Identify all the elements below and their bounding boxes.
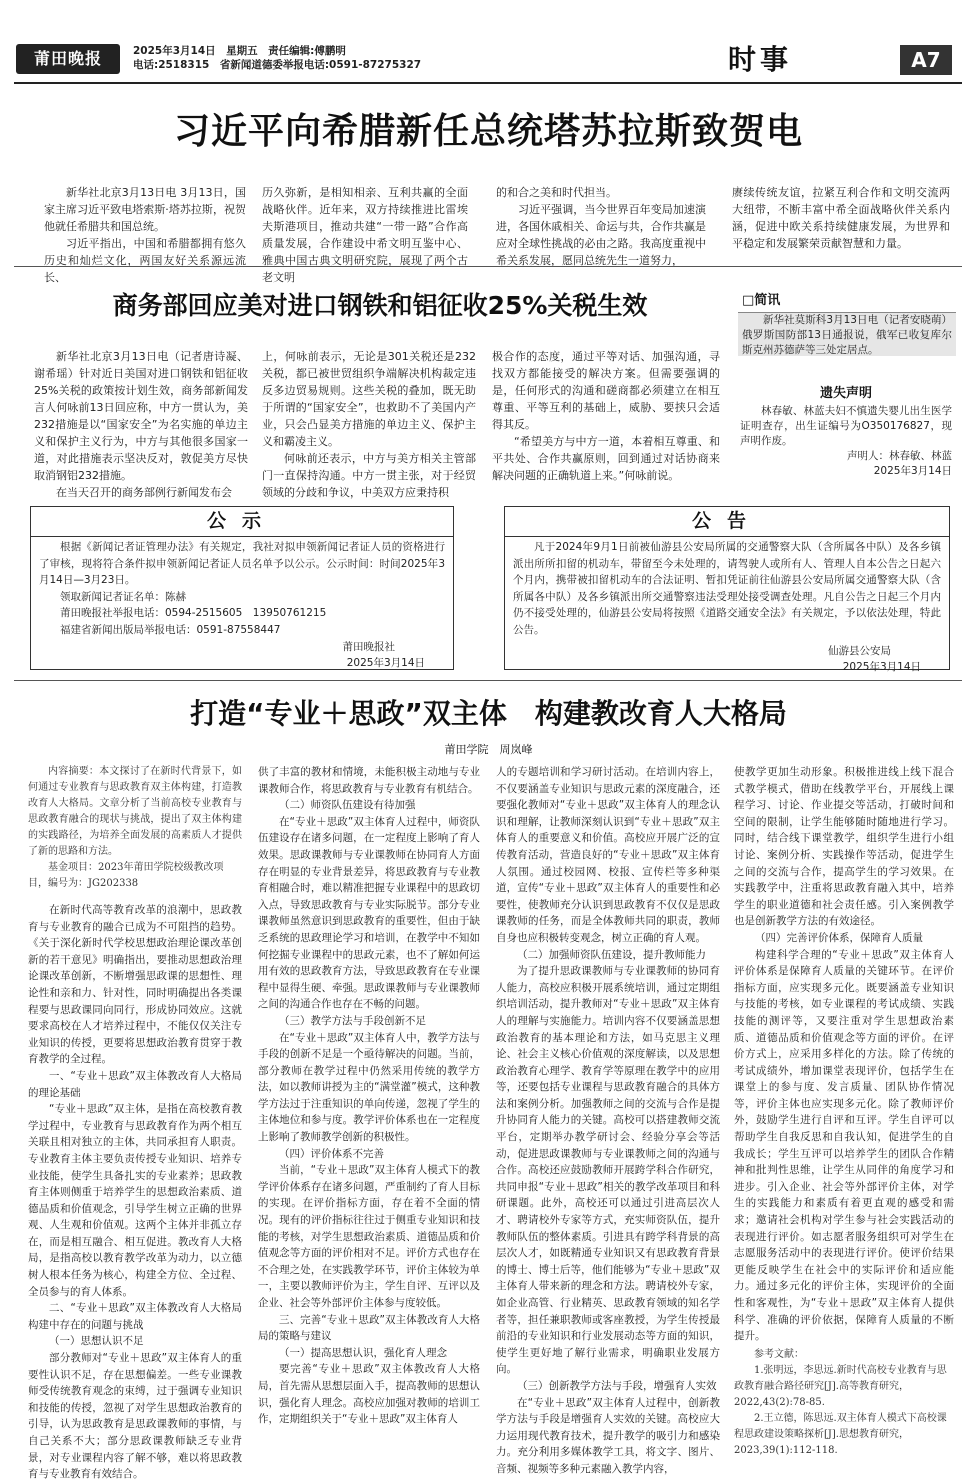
- paragraph: 为了提升思政课教师与专业课教师的协同育人能力，高校应积极开展系统培训，通过定期组织培训活动，提升教师对“专业＋思政”双主体育人的理解与实施能力。培训内容不仅要涵盖思想政治教育的基本理论和方法，如马克思主义理论、社会主义核心价值观的深度解读，以及思想政治教育心理学、教育学等原理在教学中的应用等，还要包括专业课程与思政教育融合的具体方法和案例分析。加强教师之间的交流与合作是提升协同育人能力的关键。高校可以搭建教师交流平台，定期举办教学研讨会、经验分享会等活动，促进思政课教师与专业课教师之间的沟通与合作。高校还应鼓励教师开展跨学科合作研究，共同申报“专业＋思政”相关的教学改革项目和科研课题。此外，高校还可以通过引进高层次人才、聘请校外专家等方式，充实师资队伍，提升教师队伍的整体素质。引进具有跨学科背景的高层次人才，如既精通专业知识又有思政教育背景的博士、博士后等，他们能够为“专业＋思政”双主体育人带来新的理念和方法。聘请校外专家，如企业高管、行业精英、思政教育领域的知名学者等，担任兼职教师或客座教授，为学生传授最前沿的专业知识和行业发展动态等方面的知识，使学生更好地了解行业需求，明确职业发展方向。: [496, 965, 720, 1376]
- header-rule: [14, 82, 962, 84]
- paragraph: 何咏前还表示，中方与美方相关主管部门一直保持沟通。中方一贯主张，对于经贸领域的分歧和争议，中美双方应秉持积: [262, 452, 476, 499]
- paragraph: 福建省新闻出版局举报电话：0591-87558447: [60, 623, 281, 636]
- paragraph: 新华社北京3月13日电（记者唐诗凝、谢希瑶）针对近日美国对进口钢铁和铝征收25%关税的政策按计划生效，商务部新闻发言人何咏前13日回应称，中方一贯认为，美232措施是以“国家安全”为名实施的单边主义和保护主义行为，中方与其他很多国家一道，对此措施表示坚决反对，敦促美方尽快取消钢铝232措施。: [34, 350, 248, 482]
- article2-column-1: [34, 348, 248, 499]
- public-notice-signer: 莆田晚报社: [342, 640, 395, 653]
- lost-notice-signer: 声明人：林春敏、林蓝: [847, 450, 952, 462]
- paragraph: 在新时代高等教育改革的浪潮中，思政教育与专业教育的融合已成为不可阻挡的趋势。《关于深化新时代学校思想政治理论课改革创新的若干意见》明确指出，要推动思想政治理论课改革创新，不断增强思政课的思想性、理论性和亲和力、针对性，同时明确提出各类课程要与思政课同向同行，形成协同效应。这就要求高校在人才培养过程中，不能仅仅关注专业知识的传授，更要将思想政治教育贯穿于教育教学的全过程。: [28, 904, 242, 1066]
- paragraph: 上，何咏前表示，无论是301关税还是232关税，都已被世贸组织争端解决机构裁定违反多边贸易规则。这些关税的叠加，既无助于所谓的“国家安全”，也救助不了美国内产业，只会凸显美方措施的单边主义、保护主义和霸凌主义。: [262, 350, 476, 448]
- subsection-heading: （四）完善评价体系，保障育人质量: [755, 931, 923, 944]
- lost-notice-text: 林春敏、林蓝夫妇不慎遗失婴儿出生医学证明查存，出生证编号为O350176827，现声明作废。: [740, 405, 952, 447]
- paragraph: 领取新闻记者证名单：陈赫: [60, 590, 186, 603]
- paragraph: 在“专业＋思政”双主体育人过程中，师资队伍建设存在诸多问题，在一定程度上影响了育人效果。思政课教师与专业课教师在协同育人方面存在明显的专业背景差异，将思政教育与专业教育相融合时，难以精准把握专业课程中的思政切入点，导致思政教育与专业实际脱节。部分专业课教师虽然意识到思政教育的重要性，但由于缺乏系统的思政理论学习和培训，在教学中不知如何挖掘专业课程中的思政元素，也不了解如何运用有效的思政教育方法，导致思政教育在专业课程中显得生硬、牵强。思政课教师与专业课教师之间的沟通合作也存在不畅的问题。: [258, 815, 480, 1011]
- article3-abstract: 内容摘要：本文探讨了在新时代背景下，如何通过专业教育与思政教育双主体构建，打造教改育人大格局。文章分析了当前高校专业教育与思政教育融合的现状与挑战，提出了双主体构建的实践路径，为培养全面发展的高素质人才提供了新的思路和方法。: [28, 766, 242, 857]
- paragraph: 凡于2024年9月1日前被仙游县公安局所属的交通警察大队（含所属各中队）及各乡镇派出所所扣留的机动车，带留至今未处理的，请驾驶人或所有人、管理人自本公告之日起六个月内，携带被扣留机动车的合法证明、暂扣凭证前往仙游县公安局所属交通警察大队（含所属各中队）及各乡镇派出所交通警察违法受理处接受调查处理。凡自公告之日起三个月内仍不接受处理的，仙游县公安局将按照《道路交通安全法》有关规定，予以依法处理，特此公告。: [513, 541, 941, 636]
- subsection-heading: （一）思想认识不足: [49, 1335, 144, 1348]
- divider: [14, 680, 962, 681]
- section-heading: 二、“专业＋思政”双主体教改育人大格局构建中存在的问题与挑战: [28, 1302, 242, 1331]
- public-notice-box: [30, 506, 454, 670]
- paragraph: 极合作的态度，通过平等对话、加强沟通，寻找双方都能接受的解决方案。但需要强调的是，任何形式的沟通和磋商都必须建立在相互尊重、平等互利的基础上，威胁、要挟只会适得其反。: [492, 350, 720, 431]
- lost-notice-date: 2025年3月14日: [873, 465, 952, 477]
- article3-column-4: [734, 764, 954, 1456]
- brief-box: [738, 290, 956, 356]
- header-phone-line: 电话:2518315 省新闻道德委举报电话:0591-87275327: [133, 59, 422, 71]
- article3-column-3: [496, 764, 720, 1475]
- brief-title: □简讯: [738, 290, 956, 313]
- paragraph: 习近平指出，中国和希腊都拥有悠久历史和灿烂文化，两国友好关系源远流长、: [44, 237, 246, 284]
- subsection-heading: （四）评价体系不完善: [279, 1147, 384, 1160]
- paragraph: 供了丰富的教材和情境，未能积极主动地与专业课教师合作，将思政教育与专业教育有机结合。: [258, 766, 480, 795]
- reference-item: 2.王立德，陈思远.双主体育人模式下高校课程思政建设策略探析[J].思想教育研究，2023,39(1):112-118.: [734, 1412, 947, 1456]
- page-number: A7: [900, 45, 952, 75]
- section-heading: 三、完善“专业＋思政”双主体教改育人大格局的策略与建议: [258, 1313, 480, 1343]
- article1-column-2: [262, 184, 468, 284]
- lost-notice: [740, 384, 952, 488]
- subsection-heading: （三）创新教学方法与手段，增强育人实效: [517, 1379, 717, 1392]
- brief-text: 新华社莫斯科3月13日电（记者安晓萌）俄罗斯国防部13日通报说，俄军已收复库尔斯克州苏德萨等三处定居点。: [742, 314, 952, 356]
- paragraph: 构建科学合理的“专业＋思政”双主体育人评价体系是保障育人质量的关键环节。在评价指标方面，应实现多元化。既要涵盖专业知识与技能的考核，如专业课程的考试成绩、实践技能的测评等，又要注重对学生思想政治素质、道德品质和价值观念等方面的评价。在评价方式上，应采用多样化的方法。除了传统的考试成绩外，增加课堂表现评价，包括学生在课堂上的参与度、发言质量、团队协作情况等，评价主体也应实现多元化。除了教师评价外，鼓励学生进行自评和互评。学生自评可以帮助学生自我反思和自我认知，促进学生的自我成长；学生互评可以培养学生的团队合作精神和批判性思维，让学生从同伴的角度学习和进步。引入企业、社会等外部评价主体，对学生的实践能力和素质有着更直观的感受和需求；邀请社会机构对学生参与社会实践活动的表现进行评价。如志愿者服务组织可对学生在志愿服务活动中的表现进行评价。使评价结果更能反映学生在社会中的实际评价和适应能力。通过多元化的评价主体，实现评价的全面性和客观性，为“专业＋思政”双主体育人提供科学、准确的评价依据，保障育人质量的不断提升。: [734, 948, 954, 1343]
- subsection-heading: （一）提高思想认识，强化育人理念: [279, 1346, 447, 1359]
- public-notice-title: 公示: [31, 507, 453, 537]
- paragraph: “希望美方与中方一道，本着相互尊重、和平共处、合作共赢原则，回到通过对话协商来解决问题的正确轨道上来。”何咏前说。: [492, 435, 720, 482]
- section-heading: 一、“专业＋思政”双主体教改育人大格局的理论基础: [28, 1069, 242, 1099]
- article3-column-1: [28, 764, 242, 1481]
- paragraph: 在“专业＋思政”双主体育人过程中，创新教学方法与手段是增强育人实效的关键。高校应大力运用现代教育技术，提升教学的吸引力和感染力。充分利用多媒体教学工具，将文字、图片、音频、视频等多种元素融入教学内容，: [496, 1396, 720, 1475]
- paragraph: 在“专业＋思政”双主体育人中，教学方法与手段的创新不足是一个亟待解决的问题。当前，部分教师在教学过程中仍然采用传统的教学方法，如以教师讲授为主的“满堂灌”模式，这种教学方法过于注重知识的单向传递，忽视了学生的主体地位和参与度。教学评价体系也在一定程度上影响了教师教学创新的积极性。: [258, 1031, 480, 1144]
- paragraph: 新华社北京3月13日电 3月13日，国家主席习近平致电塔索斯·塔苏拉斯，祝贺他就任希腊共和国总统。: [44, 186, 246, 233]
- paragraph: 在当天召开的商务部例行新闻发布会: [56, 486, 232, 499]
- lost-notice-title: 遗失声明: [819, 386, 872, 401]
- section-name: 时事: [728, 43, 793, 76]
- paragraph: 当前，“专业＋思政”双主体育人模式下的教学评价体系存在诸多问题，严重制约了育人目标的实现。在评价指标方面，存在着不全面的情况。现有的评价指标往往过于侧重专业知识和技能的考核，对学生思想政治素质、道德品质和价值观念等方面的评价相对不足。评价方式也存在不合理之处，在实践教学环节，评价主体较为单一，主要以教师评价为主，学生自评、互评以及企业、社会等外部评价主体参与度较低。: [258, 1164, 480, 1309]
- subsection-heading: （二）加强师资队伍建设，提升教师能力: [517, 948, 706, 961]
- paragraph: 人的专题培训和学习研讨活动。在培训内容上，不仅要涵盖专业知识与思政元素的深度融合，还要强化教师对“专业＋思政”双主体育人的理念认识和理解，让教师深刻认识到“专业＋思政”双主体育人的重要意义和价值。高校应开展广泛的宣传教育活动，营造良好的“专业＋思政”双主体育人氛围。通过校园网、校报、宣传栏等多种渠道，宣传“专业＋思政”双主体育人的重要性和必要性，使教师充分认识到思政教育不仅仅是思政课教师的任务，而是全体教师共同的职责，教师自身也应积极转变观念，树立正确的育人观。: [496, 766, 720, 944]
- article2-headline: 商务部回应美对进口钢铁和铝征收25%关税生效: [112, 291, 648, 320]
- reference-item: 1.张明远，李思远.新时代高校专业教育与思政教育融合路径研究[J].高等教育研究，2022,43(2):78-85.: [734, 1364, 947, 1408]
- paragraph: 的和合之美和时代担当。: [496, 186, 617, 199]
- announcement-title: 公告: [505, 507, 949, 537]
- paragraph: 部分教师对“专业＋思政”双主体育人的重要性认识不足，存在思想偏差。一些专业课教师受传统教育观念的束缚，过于强调专业知识和技能的传授，忽视了对学生思想政治教育的引导，认为思政教育是思政课教师的事情，与自己关系不大；部分思政课教师缺乏专业背景，对专业课程内容了解不够，难以将思政教育与专业教育有效结合。: [28, 1352, 242, 1481]
- newspaper-logo: 莆田晚报: [16, 44, 120, 74]
- header-date-line: 2025年3月14日 星期五 责任编辑:傅鹏明: [133, 45, 346, 57]
- paragraph: 要完善“专业＋思政”双主体教改育人大格局，首先需从思想层面入手，提高教师的思想认识，强化育人理念。高校应加强对教师的培训工作，定期组织关于“专业＋思政”双主体育人: [258, 1363, 480, 1426]
- article2-column-3: [492, 348, 720, 488]
- article1-column-1: [44, 184, 246, 284]
- announcement-date: 2025年3月14日: [842, 661, 921, 674]
- paragraph: “专业＋思政”双主体，是指在高校教育教学过程中，专业教育与思政教育作为两个相互关联且相对独立的主体，共同承担育人职责。专业教育主体主要负责传授专业知识、培养专业技能，使学生具备扎实的专业素养；思政教育主体则侧重于培养学生的思想政治素质、道德品质和价值观念，引导学生树立正确的世界观、人生观和价值观。这两个主体并非孤立存在，而是相互融合、相互促进。教改育人大格局，是指高校以教育教学改革为动力，以立德树人根本任务为核心，构建全方位、全过程、全员参与的育人体系。: [28, 1103, 242, 1298]
- header-info: [133, 44, 493, 72]
- paragraph: 赓续传统友谊，拉紧互利合作和文明交流两大纽带，不断丰富中希全面战略伙伴关系内涵，促进中欧关系持续健康发展，为世界和平稳定和发展繁荣贡献智慧和力量。: [732, 186, 950, 250]
- paragraph: 根据《新闻记者证管理办法》有关规定，我社对拟申领新闻记者证人员的资格进行了审核，现将符合条件拟申领新闻记者证人员名单予以公示。公示时间：时间2025年3月14日—3月23日。: [39, 541, 445, 587]
- paragraph: 习近平强调，当今世界百年变局加速演进，各国休戚相关、命运与共，合作共赢是应对全球性挑战的必由之路。我高度重视中希关系发展，愿同总统先生一道努力，: [496, 203, 706, 267]
- references-title: 参考文献：: [754, 1348, 804, 1360]
- paragraph: 使教学更加生动形象。积极推进线上线下混合式教学模式，借助在线教学平台，开展线上课程学习、讨论、作业提交等活动，打破时间和空间的限制，让学生能够随时随地进行学习。同时，结合线下课堂教学，组织学生进行小组讨论、案例分析、实践操作等活动，促进学生之间的交流与合作，提高学生的学习效果。在实践教学中，注重将思政教育融入其中，培养学生的职业道德和社会责任感。引入案例教学也是创新教学方法的有效途径。: [734, 766, 954, 928]
- article3-headline: 打造“专业＋思政”双主体 构建教改育人大格局: [190, 697, 787, 730]
- article1-column-3: [496, 184, 706, 267]
- paragraph: 历久弥新，是相知相亲、互利共赢的全面战略伙伴。近年来，双方持续推进比雷埃夫斯港项目，推动共建“一带一路”合作高质量发展，合作建设中希文明互鉴中心、雅典中国古典文明研究院，展现了两个古老文明: [262, 186, 468, 284]
- article1-headline: 习近平向希腊新任总统塔苏拉斯致贺电: [173, 111, 803, 152]
- public-notice-date: 2025年3月14日: [346, 657, 425, 670]
- announcement-box: [504, 506, 950, 674]
- article2-column-2: [262, 348, 476, 499]
- article3-fund: 基金项目：2023年莆田学院校级教改项目，编号为：JG202338: [28, 862, 224, 889]
- divider: [14, 266, 962, 267]
- article3-column-2: [258, 764, 480, 1444]
- paragraph: 莆田晚报社举报电话：0594-2515605 13950761215: [60, 607, 327, 620]
- article3-byline: 莆田学院 周岚峰: [444, 743, 533, 756]
- subsection-heading: （二）师资队伍建设有待加强: [279, 799, 416, 812]
- subsection-heading: （三）教学方法与手段创新不足: [279, 1014, 426, 1027]
- announcement-signer: 仙游县公安局: [828, 644, 891, 657]
- article1-column-4: [732, 184, 950, 256]
